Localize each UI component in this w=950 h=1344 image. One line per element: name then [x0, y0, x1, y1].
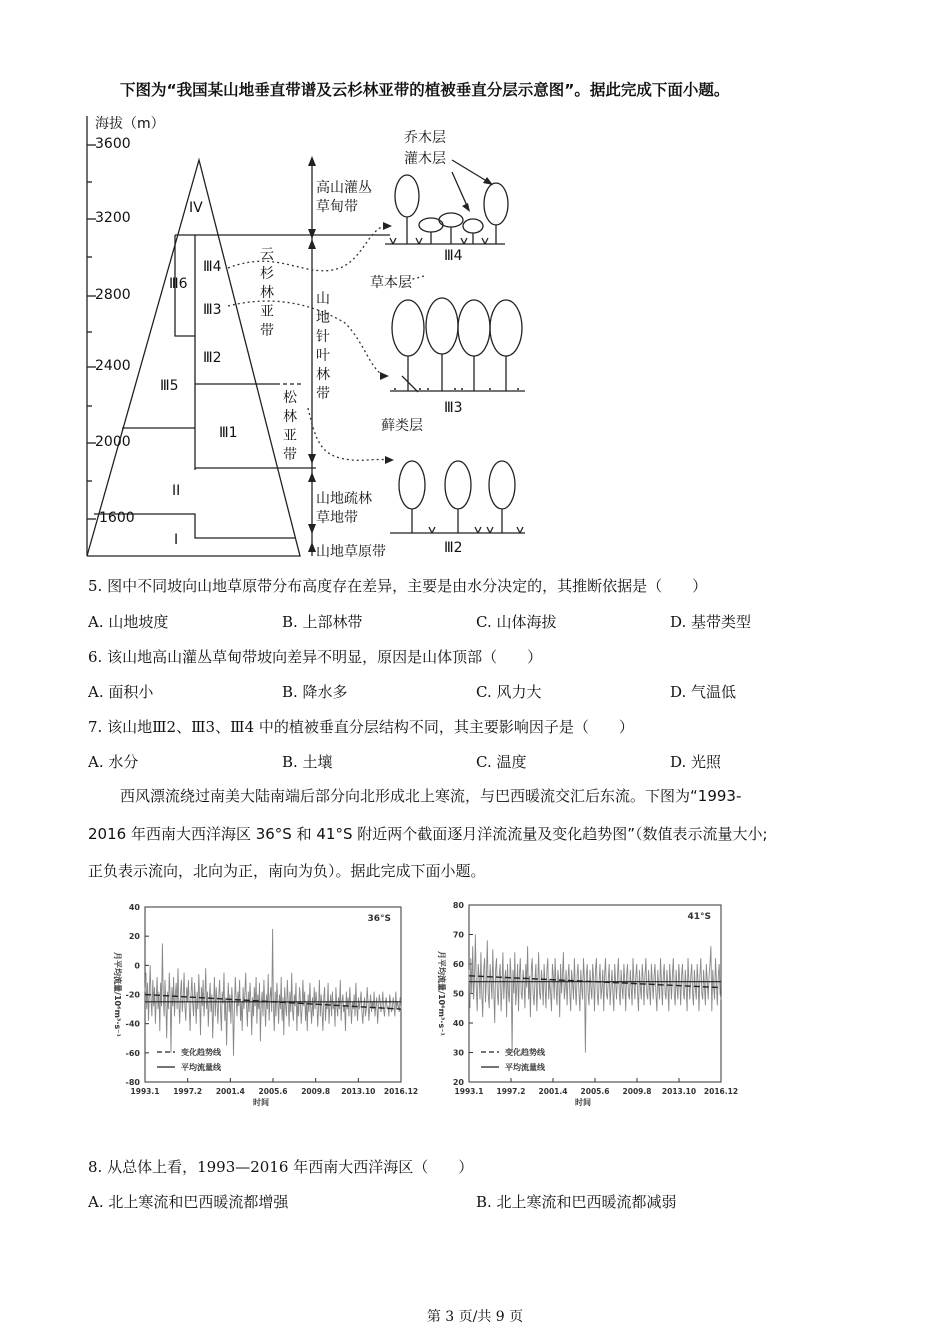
layer-label-tree: 乔木层	[404, 130, 446, 146]
y-tick-label: 20	[128, 932, 140, 942]
belt-montane-conifer: 山 地 针 叶 林 带	[316, 291, 330, 402]
fig1-tick: 2000	[95, 434, 131, 450]
fig1-tick: 2800	[95, 287, 131, 303]
monthly-flow-line	[469, 935, 721, 1053]
panel-label-III4: Ⅲ4	[444, 248, 463, 264]
y-tick-label: 80	[452, 901, 464, 910]
chart-36s	[88, 893, 440, 1118]
x-tick-label: 2013.10	[661, 1087, 697, 1096]
question-5-stem: 5. 图中不同坡向山地草原带分布高度存在差异，主要是由水分决定的，其推断依据是（ ）	[88, 577, 708, 595]
layer-label-shrub: 灌木层	[404, 151, 446, 167]
intro-paragraph-2-line-1: 西风漂流绕过南美大陆南端后部分向北形成北上寒流，与巴西暖流交汇后东流。下图为“1993-	[120, 787, 742, 805]
y-tick-label: 0	[134, 961, 140, 971]
q5-option-d[interactable]: D. 基带类型	[670, 613, 752, 631]
y-tick-label: -60	[125, 1048, 140, 1058]
belt-alpine-shrub-meadow: 高山灌丛 草甸带	[316, 180, 372, 215]
y-tick-label: -20	[125, 990, 140, 1000]
zone-label-III2: Ⅲ2	[203, 350, 222, 366]
chart-title: 36°S	[367, 914, 391, 924]
x-tick-label: 2001.4	[215, 1087, 245, 1096]
fig1-y-axis-label: 海拔（m）	[95, 116, 165, 132]
q5-option-a[interactable]: A. 山地坡度	[88, 613, 169, 631]
y-tick-label: 40	[128, 903, 140, 912]
question-7-stem: 7. 该山地Ⅲ2、Ⅲ3、Ⅲ4 中的植被垂直分层结构不同，其主要影响因子是（ ）	[88, 718, 634, 736]
panel-label-III3: Ⅲ3	[444, 400, 463, 416]
x-tick-label: 2009.8	[301, 1087, 331, 1096]
zone-label-IV: IV	[189, 200, 203, 216]
intro-paragraph-2-line-2: 2016 年西南大西洋海区 36°S 和 41°S 附近两个截面逐月洋流流量及变化趋势图”（数值表示流量大小;	[88, 825, 768, 843]
x-tick-label: 1997.2	[173, 1087, 203, 1096]
intro-paragraph-1: 下图为“我国某山地垂直带谱及云杉林亚带的植被垂直分层示意图”。据此完成下面小题。	[120, 81, 730, 99]
belt-sparse-woodland: 山地疏林 草地带	[316, 491, 372, 526]
legend-trend-label: 变化趋势线	[181, 1048, 221, 1057]
chart-41s	[425, 893, 745, 1118]
y-tick-label: 20	[452, 1078, 464, 1087]
legend-mean-label: 平均流量线	[505, 1063, 545, 1072]
fig1-tick: 3600	[95, 136, 131, 152]
q7-option-c[interactable]: C. 温度	[476, 753, 527, 771]
subbelt-songlin: 松 林 亚 带	[283, 390, 297, 463]
belt-steppe: 山地草原带	[316, 544, 386, 560]
zone-label-III4: Ⅲ4	[203, 259, 222, 275]
fig1-tick: 2400	[95, 358, 131, 374]
intro-paragraph-2-line-3: 正负表示流向，北向为正，南向为负）。据此完成下面小题。	[88, 862, 486, 880]
zone-label-I: I	[174, 532, 179, 548]
x-tick-label: 2016.12	[703, 1087, 739, 1096]
q5-option-b[interactable]: B. 上部林带	[282, 613, 363, 631]
layer-label-herb: 草本层	[370, 275, 412, 291]
x-tick-label: 1997.2	[496, 1087, 526, 1096]
x-tick-label: 2005.6	[258, 1087, 288, 1096]
legend-mean-label: 平均流量线	[181, 1063, 221, 1072]
y-tick-label: 70	[452, 930, 464, 940]
q8-option-b[interactable]: B. 北上寒流和巴西暖流都减弱	[476, 1193, 677, 1211]
fig1-tick: 1600	[99, 510, 135, 526]
q6-option-d[interactable]: D. 气温低	[670, 683, 737, 701]
zone-label-III5: Ⅲ5	[160, 378, 179, 394]
fig1-tick: 3200	[95, 210, 131, 226]
q6-option-b[interactable]: B. 降水多	[282, 683, 348, 701]
panel-label-III2: Ⅲ2	[444, 540, 463, 556]
monthly-flow-line	[145, 929, 401, 1056]
q7-option-d[interactable]: D. 光照	[670, 753, 722, 771]
x-tick-label: 2001.4	[538, 1087, 568, 1096]
x-tick-label: 2013.10	[341, 1087, 376, 1096]
question-6-stem: 6. 该山地高山灌丛草甸带坡向差异不明显，原因是山体顶部（ ）	[88, 648, 543, 666]
x-tick-label: 2009.8	[622, 1087, 652, 1096]
question-8-stem: 8. 从总体上看，1993—2016 年西南大西洋海区（ ）	[88, 1158, 474, 1176]
q6-option-c[interactable]: C. 风力大	[476, 683, 542, 701]
zone-label-III6: Ⅲ6	[169, 276, 188, 292]
q7-option-a[interactable]: A. 水分	[88, 753, 139, 771]
legend-trend-label: 变化趋势线	[505, 1048, 545, 1057]
page-footer: 第 3 页/共 9 页	[426, 1309, 524, 1325]
y-tick-label: 30	[452, 1048, 464, 1058]
y-tick-label: 40	[452, 1019, 464, 1028]
chart-title: 41°S	[687, 912, 711, 922]
layer-label-moss: 藓类层	[381, 418, 423, 434]
zone-label-II: II	[172, 483, 181, 499]
zone-label-III1: Ⅲ1	[219, 425, 238, 441]
y-tick-label: 50	[452, 989, 464, 999]
x-tick-label: 2016.12	[383, 1087, 419, 1096]
y-tick-label: -80	[125, 1078, 140, 1087]
x-axis-label: 时间	[253, 1098, 269, 1107]
y-tick-label: -40	[125, 1019, 140, 1029]
q6-option-a[interactable]: A. 面积小	[88, 683, 154, 701]
y-tick-label: 60	[452, 960, 464, 969]
q7-option-b[interactable]: B. 土壤	[282, 753, 333, 771]
x-tick-label: 1993.1	[130, 1087, 160, 1096]
x-axis-label: 时间	[575, 1098, 591, 1107]
zone-label-III3: Ⅲ3	[203, 302, 222, 318]
q5-option-c[interactable]: C. 山体海拔	[476, 613, 557, 631]
q8-option-a[interactable]: A. 北上寒流和巴西暖流都增强	[88, 1193, 289, 1211]
y-axis-label: 月平均流量/10⁶m³·s⁻¹	[437, 951, 446, 1036]
y-axis-label: 月平均流量/10⁶m³·s⁻¹	[113, 952, 122, 1037]
x-tick-label: 2005.6	[580, 1087, 610, 1096]
x-tick-label: 1993.1	[454, 1087, 484, 1096]
subbelt-yunshan: 云 杉 林 亚 带	[260, 247, 274, 339]
